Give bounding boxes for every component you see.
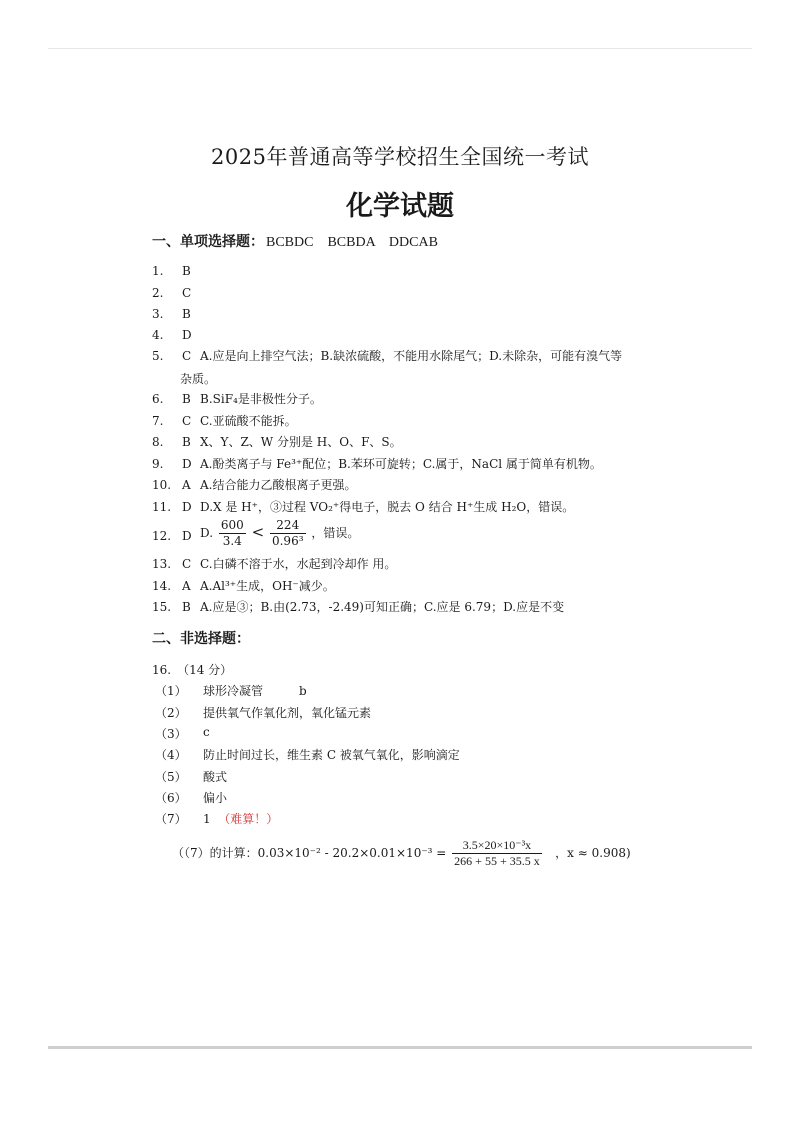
item-explanation: B.SiF₄是非极性分子。: [200, 392, 322, 406]
fraction: [270, 518, 306, 549]
sub-answer: c: [203, 725, 210, 739]
item12-prefix: D.: [200, 526, 214, 540]
item-answer: D: [182, 328, 192, 342]
item-answer: D: [182, 457, 192, 471]
item-number: 5.: [152, 349, 164, 363]
bottom-rule: [48, 1046, 752, 1049]
item-answer: C: [182, 557, 192, 571]
sub-answer: 酸式: [203, 770, 228, 784]
item-explanation: A.应是向上排空气法；B.缺浓硫酸，不能用水除尾气；D.未除杂，可能有溴气等: [200, 349, 623, 363]
item-number: 9.: [152, 457, 164, 471]
fraction: [452, 838, 542, 869]
sub-label: （6）: [155, 791, 187, 805]
item12-suffix: ，错误。: [311, 526, 360, 540]
calculation-suffix: ，x ≈ 0.908): [555, 846, 631, 860]
difficulty-note: （难算！）: [218, 812, 279, 826]
item-answer: B: [182, 392, 191, 406]
item-number: 3.: [152, 307, 164, 321]
sub-label: （4）: [155, 748, 187, 762]
item-answer: B: [182, 600, 191, 614]
item-explanation-continued: 杂质。: [180, 372, 217, 386]
item-explanation: A.应是③；B.由(2.73，-2.49)可知正确；C.应是 6.79；D.应是不变: [200, 600, 565, 614]
item-number: 14.: [152, 579, 172, 593]
item-answer: B: [182, 435, 191, 449]
item-answer: B: [182, 307, 191, 321]
less-than-sign: <: [251, 523, 265, 541]
item-answer: C: [182, 286, 192, 300]
sub-label: （5）: [155, 770, 187, 784]
item-number: 6.: [152, 392, 164, 406]
item-answer: D: [182, 529, 192, 543]
fraction-numerator: 600: [220, 518, 244, 532]
item-explanation: A.酚类离子与 Fe³⁺配位；B.苯环可旋转；C.属于，NaCl 属于简单有机物。: [200, 457, 602, 471]
sub-answer: 球形冷凝管 b: [203, 684, 307, 698]
sub-label: （2）: [155, 706, 187, 720]
item-number: 12.: [152, 529, 172, 543]
fraction-denominator: 0.96³: [271, 534, 304, 548]
item-answer: C: [182, 414, 192, 428]
item-number: 13.: [152, 557, 172, 571]
item-answer: C: [182, 349, 192, 363]
fraction-denominator: 3.4: [222, 534, 242, 548]
item-number: 2.: [152, 286, 164, 300]
item-number: 4.: [152, 328, 164, 342]
item12-explanation: [200, 518, 359, 549]
sub-answer: 偏小: [203, 791, 228, 805]
item-answer: B: [182, 264, 191, 278]
item-number: 10.: [152, 478, 172, 492]
item-explanation: A.结合能力乙酸根离子更强。: [200, 478, 357, 492]
fraction-numerator: 3.5×20×10⁻³x: [452, 838, 542, 854]
item-explanation: A.Al³⁺生成，OH⁻减少。: [200, 579, 335, 593]
top-rule: [48, 48, 752, 49]
fraction-denominator: 266 + 55 + 35.5 x: [454, 854, 540, 868]
calculation-prefix: （（7）的计算：0.03×10⁻² - 20.2×0.01×10⁻³ =: [172, 846, 447, 860]
exam-subtitle: 化学试题: [346, 191, 454, 222]
item-number: 15.: [152, 600, 172, 614]
sub-answer: 防止时间过长，维生素 C 被氧气氧化，影响滴定: [203, 748, 460, 762]
sub-label: （7）: [155, 812, 187, 826]
item-number: 11.: [152, 500, 172, 514]
sub-answer-value: 1: [203, 812, 211, 826]
item-explanation: C.亚硫酸不能拆。: [200, 414, 297, 428]
item-explanation: C.白磷不溶于水，水起到冷却作 用。: [200, 557, 397, 571]
calculation-line: [172, 838, 631, 869]
item-number: 7.: [152, 414, 164, 428]
sub-label: （3）: [155, 727, 187, 741]
section1-answers-summary: BCBDC BCBDA DDCAB: [266, 235, 438, 250]
section2-heading: 二、非选择题：: [152, 631, 250, 647]
item-explanation: D.X 是 H⁺，③过程 VO₂⁺得电子，脱去 O 结合 H⁺生成 H₂O，错误。: [200, 500, 575, 514]
fraction: [219, 518, 246, 549]
sub-answer: [203, 810, 278, 827]
section1-heading-text: 一、单项选择题：: [152, 234, 264, 250]
item-answer: A: [182, 478, 191, 492]
item-answer: D: [182, 500, 192, 514]
item-number: 1.: [152, 264, 164, 278]
sub-label: （1）: [155, 684, 187, 698]
exam-title: 2025年普通高等学校招生全国统一考试: [211, 145, 589, 169]
fraction-numerator: 224: [270, 518, 306, 534]
sub-answer: 提供氧气作氧化剂，氧化锰元素: [203, 706, 372, 720]
question16-label: 16. （14 分）: [152, 663, 233, 677]
section1-heading: [152, 231, 438, 251]
item-number: 8.: [152, 435, 164, 449]
item-explanation: X、Y、Z、W 分别是 H、O、F、S。: [200, 435, 402, 449]
item-answer: A: [182, 579, 191, 593]
